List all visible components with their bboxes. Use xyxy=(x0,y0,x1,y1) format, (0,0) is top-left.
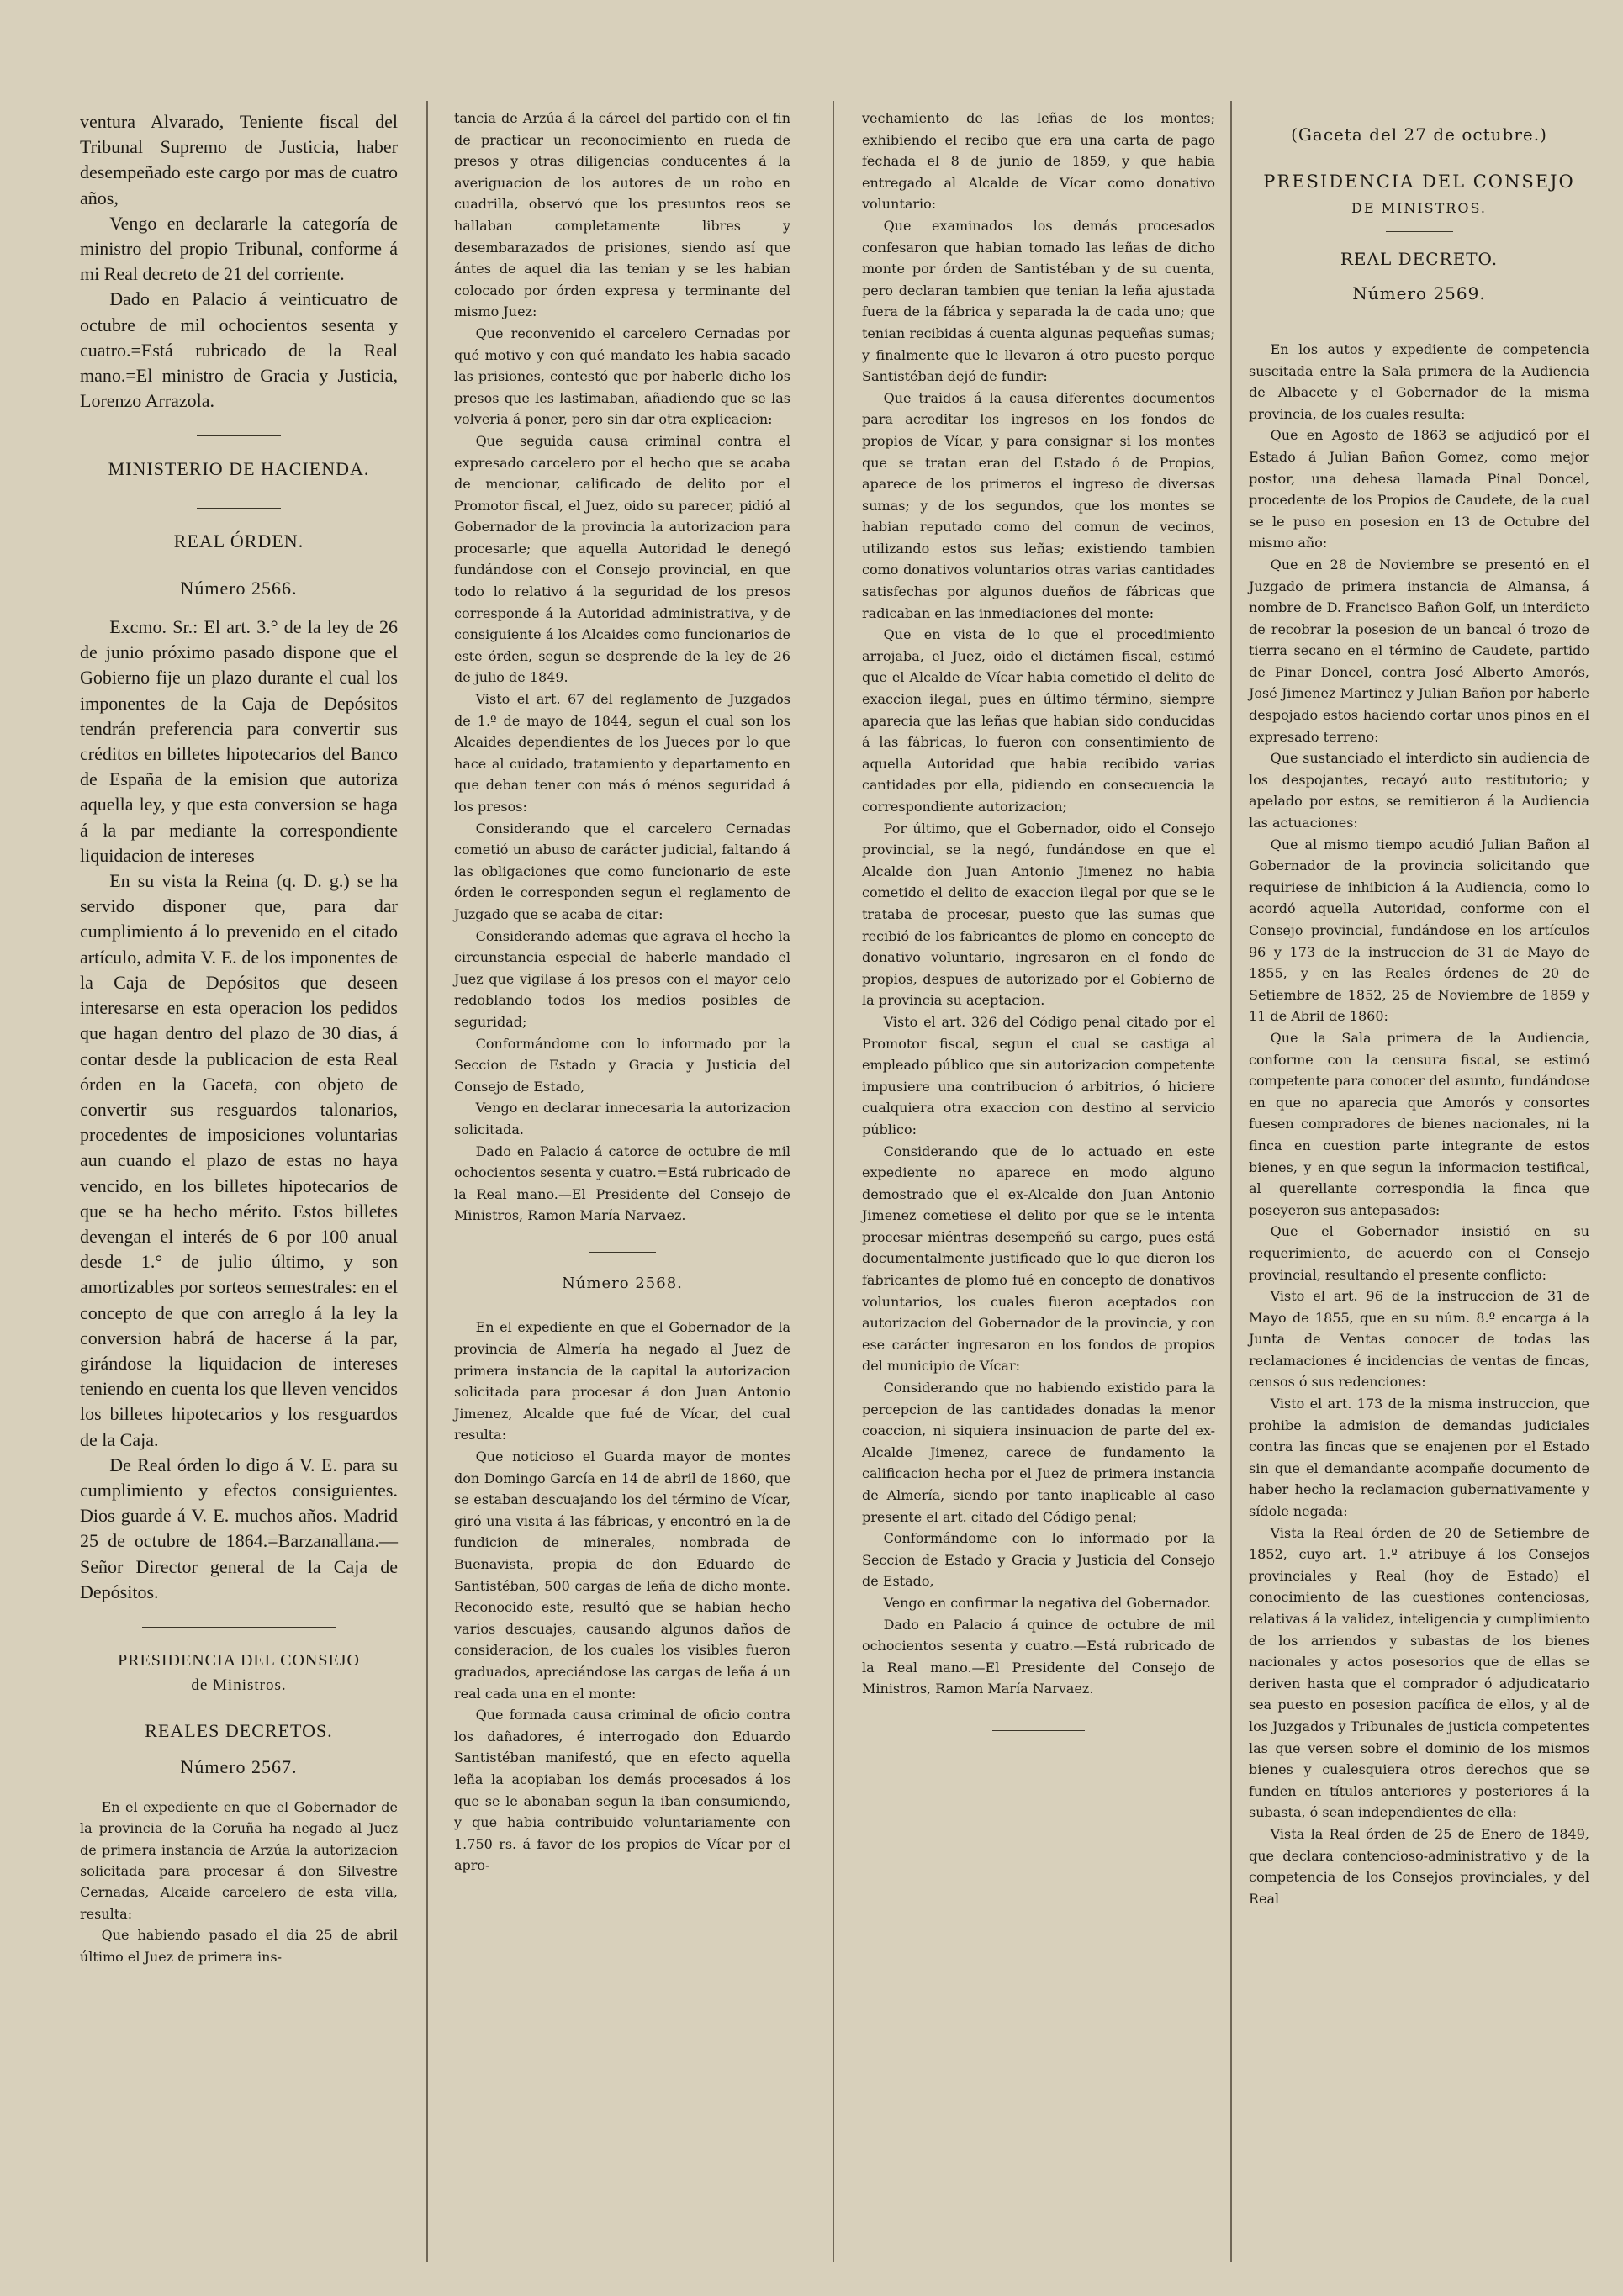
paragraph: Que examinados los demás procesados confesaron que habian tomado las leñas de dicho monte por órden de Santistéban y de su cuenta, pero declaran tambien que tenian la leña ajustada fuera de la fábrica y separada la de cada uno; que tenian recibidas á cuenta algunas pequeñas sumas; y finalmente que le llevaron á otro puesto porque Santistéban dejó de fundir: xyxy=(862,217,1215,385)
paragraph: Que en 28 de Noviembre se presentó en el Juzgado de primera instancia de Almansa, á nombre de D. Francisco Bañon Golf, un interdicto de recobrar la posesion de un bancal ó trozo de tierra secano en el término de Caudete, partido de Pinar Doncel, contra José Alberto Amorós, José Jimenez Martinez y Julian Bañon por haberle despojado estos haciendo cortar unos pinos en el expresado terreno: xyxy=(1249,556,1589,745)
separator-rule xyxy=(142,1627,336,1628)
paragraph: En el expediente en que el Gobernador de la provincia de la Coruña ha negado al Juez de primera instancia de Arzúa la autorizacion solicitada para procesar á don Silvestre Cernadas, Alcaide carcelero de esta villa, resulta: xyxy=(80,1798,398,1922)
paragraph: En los autos y expediente de competencia suscitada entre la Sala primera de la Audiencia de Albacete y el Gobernador de la misma provincia, de los cuales resulta: xyxy=(1249,340,1589,422)
paragraph: ventura Alvarado, Teniente fiscal del Tribunal Supremo de Justicia, haber desempeñado este cargo por mas de cuatro años, xyxy=(80,111,398,208)
column-2 xyxy=(454,0,790,2296)
column-4 xyxy=(1249,0,1589,2296)
paragraph: Que noticioso el Guarda mayor de montes don Domingo García en 14 de abril de 1860, que se estaban descuajando los del término de Vícar, giró una visita á las fábricas, y encontró en la de fundicion de minerales, nombrada de Buenavista, propia de don Eduardo de Santistéban, 500 cargas de leña de dicho monte. Reconocido este, resultó que se habian hecho varios descuajes, causando algunos daños de consideracion, de los cuales los visibles fueron graduados, apreciándose las cargas de leña á un real cada una en el monte: xyxy=(454,1449,790,1702)
paragraph: Que al mismo tiempo acudió Julian Bañon al Gobernador de la provincia solicitando que requiriese de inhibicion á la Audiencia, como lo acordó aquella Autoridad, conforme con el Consejo provincial, fundándose en los artículos 96 y 173 de la instruccion de 31 de Mayo de 1855, y en las Reales órdenes de 20 de Setiembre de 1852, 25 de Noviembre de 1859 y 11 de Abril de 1860: xyxy=(1249,836,1589,1025)
paragraph: En su vista la Reina (q. D. g.) se ha servido disponer que, para dar cumplimiento á lo prevenido en el citado artículo, admita V. E. de los imponentes de la Caja de Depósitos que deseen interesarse en esta operacion los pedidos que hagan dentro del plazo de 30 dias, á contar desde la publicacion de esta Real órden en la Gaceta, con objeto de convertir sus resguardos talonarios, procedentes de imposiciones voluntarias aun cuando el plazo de estas no haya vencido, en los billetes hipotecarios de que se ha hecho mérito. Estos billetes devengan el interés de 6 por 100 anual desde 1.° de julio último, y son amortizables por sorteos semestrales: en el concepto de que con arreglo á la ley la conversion habrá de hacerse á la par, girándose la liquidacion de intereses teniendo en cuenta los que lleven vencidos los billetes hipotecarios y los resguardos de la Caja. xyxy=(80,870,398,1450)
order-title: REAL ÓRDEN. xyxy=(173,530,304,552)
paragraph: Por último, que el Gobernador, oido el Consejo provincial, se la negó, fundándose en que el Alcalde don Juan Antonio Jimenez no habia cometido el delito de exaccion ilegal por que se le trataba de procesar, puesto que las sumas que recibió de los fabricantes de plomo en concepto de donativo voluntario, ingresaron en el fondo de propios, despues de autorizado por el Gobierno de la provincia su aceptacion. xyxy=(862,820,1215,1009)
decree-number: Número 2569. xyxy=(1352,283,1486,304)
column-rule xyxy=(833,101,834,2262)
paragraph: vechamiento de las leñas de los montes; exhibiendo el recibo que era una carta de pago fechada el 8 de junio de 1859, y que habia entregado al Alcalde de Vícar como donativo voluntario: xyxy=(862,110,1215,213)
paragraph: Considerando que el carcelero Cernadas cometió un abuso de carácter judicial, faltando á las obligaciones que como funcionario de este órden le corresponden segun el reglamento de Juzgado que se acaba de citar: xyxy=(454,820,790,922)
paragraph: Que la Sala primera de la Audiencia, conforme con la censura fiscal, se estimó competente para conocer del asunto, fundándose en que no aparecia que Amorós y consortes fuesen compradores de bienes nacionales, ni la finca en cuestion parte integrante de estos bienes, y en que segun la informacion testifical, al querellante correspondia la finca que poseyeron sus antepasados: xyxy=(1249,1029,1589,1218)
section-heading: PRESIDENCIA DEL CONSEJO xyxy=(118,1650,360,1670)
decrees-title: REALES DECRETOS. xyxy=(145,1720,333,1742)
separator-rule xyxy=(992,1730,1085,1731)
paragraph: Considerando que no habiendo existido para la percepcion de las cantidades donadas la menor coaccion, ni siquiera insinuacion de parte del ex-Alcalde Jimenez, carece de fundamento la calificacion hecha por el Juez de primera instancia de Almería, siendo por tanto inaplicable al caso presente el art. citado del Código penal; xyxy=(862,1380,1215,1525)
paragraph: Que habiendo pasado el dia 25 de abril último el Juez de primera ins- xyxy=(80,1927,398,1965)
paragraph: Vista la Real órden de 20 de Setiembre de 1852, cuyo art. 1.º atribuye á los Consejos provinciales y Real (hoy de Estado) el conocimiento de las cuestiones contenciosas, relativas á la validez, inteligencia y cumplimiento de los arriendos y subastas de los bienes nacionales y actos posesorios que de ellas se deriven hasta que el comprador ó adjudicatario sea puesto en posesion pacífica de ellos, y al de los Juzgados y Tribunales de justicia competentes las que versen sobre el dominio de los mismos bienes y cualesquiera otros derechos que se funden en títulos anteriores y posteriores á la subasta, ó sean independientes de ella: xyxy=(1249,1524,1589,1821)
paragraph: Que sustanciado el interdicto sin audiencia de los despojantes, recayó auto restitutorio; y apelado por estos, se remitieron á la Audiencia las actuaciones: xyxy=(1249,750,1589,831)
paragraph: Que reconvenido el carcelero Cernadas por qué motivo y con qué mandato les habia sacado las prisiones, contestó que por haberle dicho los presos que les lastimaban, añadiendo que se las volveria á poner, pero sin dar otra explicacion: xyxy=(454,325,790,428)
column-rule xyxy=(426,101,428,2262)
paragraph: Considerando ademas que agrava el hecho la circunstancia especial de haberle mandado el Juez que vigilase á los presos con el mayor celo redoblando todos los medios posibles de seguridad; xyxy=(454,927,790,1030)
paragraph: Visto el art. 96 de la instruccion de 31 de Mayo de 1855, que en su núm. 8.º encarga á la Junta de Ventas conocer de todas las reclamaciones é incidencias de ventas de fincas, censos ó sus redenciones: xyxy=(1249,1288,1589,1391)
separator-rule xyxy=(197,435,281,436)
paragraph: Conformándome con lo informado por la Seccion de Estado y Gracia y Justicia del Consejo de Estado, xyxy=(862,1530,1215,1590)
decree-number: Número 2567. xyxy=(180,1755,298,1777)
gazette-date: (Gaceta del 27 de octubre.) xyxy=(1291,124,1547,145)
paragraph: Conformándome con lo informado por la Seccion de Estado y Gracia y Justicia del Consejo de Estado, xyxy=(454,1035,790,1095)
paragraph: Considerando que de lo actuado en este expediente no aparece en modo alguno demostrado que el ex-Alcalde don Juan Antonio Jimenez cometiese el delito por que se le intenta procesar miéntras desempeñó su cargo, pues está documentalmente justificado que lo que dieron los fabricantes de plomo fué en concepto de donativos voluntarios, los cuales fueron aceptados con autorizacion del Gobernador de la provincia, y con ese carácter ingresaron en los fondos de propios del municipio de Vícar: xyxy=(862,1143,1215,1375)
paragraph: Visto el art. 173 de la misma instruccion, que prohibe la admision de demandas judiciales contra las fincas que se enajenen por el Estado sin que el demandante acompañe documento de haber hecho la reclamacion gubernativamente y sídole negada: xyxy=(1249,1396,1589,1520)
section-heading: PRESIDENCIA DEL CONSEJO xyxy=(1263,171,1575,192)
separator-rule xyxy=(197,508,281,509)
section-subheading: DE MINISTROS. xyxy=(1351,200,1487,217)
paragraph: Que el Gobernador insistió en su requerimiento, de acuerdo con el Consejo provincial, resultando el presente conflicto: xyxy=(1249,1223,1589,1283)
column-rule xyxy=(1230,101,1232,2262)
section-heading: MINISTERIO DE HACIENDA. xyxy=(108,458,370,480)
paragraph: Que formada causa criminal de oficio contra los dañadores, é interrogado don Eduardo Santistéban manifestó, que en efecto aquella leña la acopiaban los demás procesados á los que se le abonaban segun la iban consumiendo, y que habia contribuido voluntariamente con 1.750 rs. á favor de los propios de Vícar por el apro- xyxy=(454,1707,790,1874)
paragraph: Visto el art. 67 del reglamento de Juzgados de 1.º de mayo de 1844, segun el cual son los Alcaides dependientes de los Jueces por lo que hace al cuidado, tratamiento y departamento en que deban tener con más ó ménos seguridad á los presos: xyxy=(454,691,790,815)
order-number: Número 2566. xyxy=(180,577,298,599)
paragraph: Que en vista de lo que el procedimiento arrojaba, el Juez, oido el dictámen fiscal, estimó que el Alcalde de Vícar habia cometido el delito de exaccion ilegal, pues en último término, siempre aparecia que las leñas que habian sido conducidas á las fábricas, lo fueron con consentimiento de aquella Autoridad que habia recibido varias cantidades por ella, pidiendo en consecuencia la correspondiente autorizacion; xyxy=(862,626,1215,815)
paragraph: tancia de Arzúa á la cárcel del partido con el fin de practicar un reconocimiento en rueda de presos y otras diligencias conducentes á la averiguacion de los autores de un robo en cuadrilla, observó que los presuntos reos se hallaban completamente libres y desembarazados de prisiones, siendo así que ántes de aquel dia las tenian y se les habian colocado por órden expresa y terminante del mismo Juez: xyxy=(454,110,790,320)
separator-rule xyxy=(589,1252,656,1253)
paragraph: Dado en Palacio á quince de octubre de mil ochocientos sesenta y cuatro.—Está rubricado de la Real mano.—El Presidente del Consejo de Ministros, Ramon María Narvaez. xyxy=(862,1616,1215,1697)
paragraph: Que seguida causa criminal contra el expresado carcelero por el hecho que se acaba de mencionar, calificado de delito por el Promotor fiscal, el Juez, oido su parecer, pidió al Gobernador de la provincia la autorizacion para procesarle; que aquella Autoridad le denegó fundándose con el Consejo provincial, en que todo lo relativo á la seguridad de los presos corresponde á la Autoridad administrativa, y de consiguiente á los Alcaides como funcionarios de este órden, segun se desprende de la ley de 26 de julio de 1849. xyxy=(454,432,790,686)
separator-rule xyxy=(1386,231,1453,232)
paragraph: Vengo en declararle la categoría de ministro del propio Tribunal, conforme á mi Real decreto de 21 del corriente. xyxy=(80,212,398,285)
section-subheading: de Ministros. xyxy=(191,1676,287,1695)
decree-title: REAL DECRETO. xyxy=(1340,248,1499,269)
column-1 xyxy=(80,0,398,2296)
paragraph: Vengo en declarar innecesaria la autorizacion solicitada. xyxy=(454,1100,790,1137)
paragraph: Excmo. Sr.: El art. 3.° de la ley de 26 de junio próximo pasado dispone que el Gobierno fije un plazo durante el cual los imponentes de la Caja de Depósitos tendrán preferencia para convertir sus créditos en billetes hipotecarios del Banco de España de la emision que autoriza aquella ley, y que esta conversion se haga á la par mediante la correspondiente liquidacion de intereses xyxy=(80,616,398,866)
decree-number: Número 2568. xyxy=(562,1274,683,1292)
column-3 xyxy=(862,0,1215,2296)
paragraph: En el expediente en que el Gobernador de la provincia de Almería ha negado al Juez de primera instancia de la capital la autorizacion solicitada para procesar á don Juan Antonio Jimenez, Alcalde que fué de Vícar, del cual resulta: xyxy=(454,1319,790,1444)
paragraph: Dado en Palacio á veinticuatro de octubre de mil ochocientos sesenta y cuatro.=Está rubricado de la Real mano.=El ministro de Gracia y Justicia, Lorenzo Arrazola. xyxy=(80,288,398,412)
paragraph: Vista la Real órden de 25 de Enero de 1849, que declara contencioso-administrativo y de la competencia de los Consejos provinciales, y del Real xyxy=(1249,1825,1589,1907)
paragraph: Dado en Palacio á catorce de octubre de mil ochocientos sesenta y cuatro.=Está rubricado de la Real mano.—El Presidente del Consejo de Ministros, Ramon María Narvaez. xyxy=(454,1143,790,1224)
paragraph: Que traidos á la causa diferentes documentos para acreditar los ingresos en los fondos de propios de Vícar, y para consignar si los montes que se tratan eran del Estado ó de Propios, aparece de los primeros el ingreso de diversas sumas; y de los segundos, que los montes se habian reputado como del comun de vecinos, utilizando estos sus leñas; existiendo tambien como donativos voluntarios otras varias cantidades satisfechas por algunos dueños de fábricas que radicaban en las inmediaciones del monte: xyxy=(862,389,1215,621)
paragraph: Visto el art. 326 del Código penal citado por el Promotor fiscal, segun el cual se castiga al empleado público que sin autorizacion competente impusiere una contribucion ó arbitrios, ó hiciere cualquiera otra exaccion con destino al servicio público: xyxy=(862,1013,1215,1137)
paragraph: Vengo en confirmar la negativa del Gobernador. xyxy=(883,1594,1211,1611)
paragraph: De Real órden lo digo á V. E. para su cumplimiento y efectos consiguientes. Dios guarde á V. E. muchos años. Madrid 25 de octubre de 1864.=Barzanallana.—Señor Director general de la Caja de Depósitos. xyxy=(80,1454,398,1602)
paragraph: Que en Agosto de 1863 se adjudicó por el Estado á Julian Bañon Gomez, como mejor postor, una dehesa llamada Pinal Doncel, procedente de los Propios de Caudete, de la cual se le puso en posesion en 13 de Octubre del mismo año: xyxy=(1249,427,1589,552)
